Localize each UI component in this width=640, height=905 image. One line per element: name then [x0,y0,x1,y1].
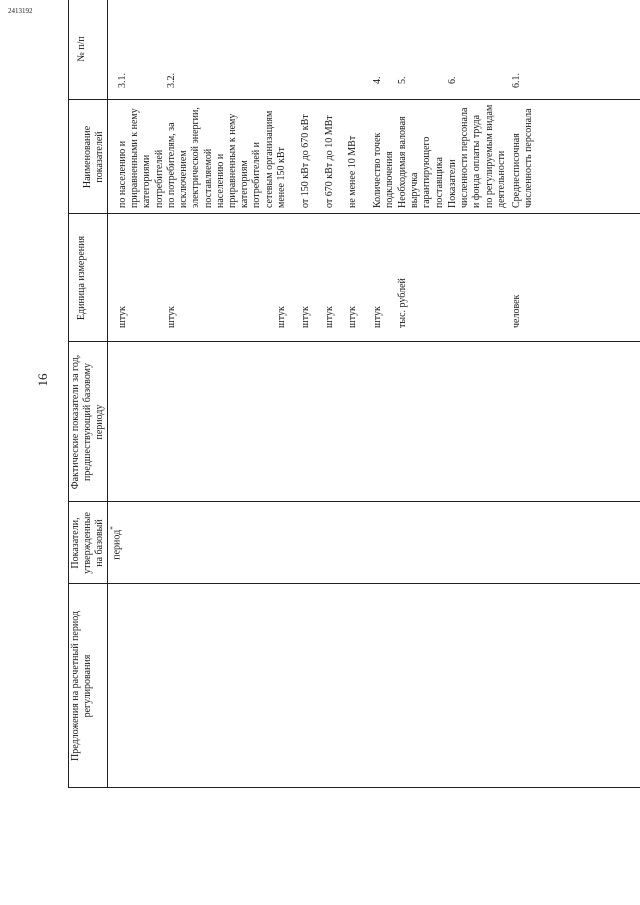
row-3-1-name: по населению и приравненными к нему категориями потребителей [117,108,165,208]
row-3-1-unit: штук [117,306,128,328]
row-6-1-unit: человек [511,294,522,328]
document-number: 2413192 [8,7,33,15]
header-name: Наименование показателей [82,125,106,189]
row-150-670-unit: штук [300,306,311,328]
row-3-2-num: 3.2. [166,73,177,88]
col-divider-6 [68,99,640,100]
row-6-num: 6. [447,76,458,84]
col-divider-1 [68,787,640,788]
header-actual: Фактические показатели за год, предшествующий базовому периоду [70,354,106,490]
row-ge10-name: не менее 10 МВт [347,135,358,208]
header-bottom-border [107,0,108,788]
row-3-2-name: по потребителям, за исключением электрической энергии, поставляемой населению и приравненным к нему категориям потребителей и сетевым организациям [166,107,275,208]
header-num: № п/п [76,36,87,62]
row-ge10-unit: штук [347,306,358,328]
row-lt150-name: менее 150 кВт [276,147,287,208]
row-670-10-name: от 670 кВт до 10 МВт [324,115,335,208]
col-divider-2 [68,583,640,584]
row-5-num: 5. [397,76,408,84]
header-unit: Единица измерения [76,235,87,321]
row-4-name: Количество точек подключения [372,132,396,208]
page-number: 16 [35,373,50,387]
col-divider-5 [68,213,640,214]
row-5-name: Необходимая валовая выручка гарантирующего поставщика [397,116,445,208]
row-670-10-unit: штук [324,306,335,328]
row-3-2-unit: штук [166,306,177,328]
row-6-name: Показатели численности персонала и фонда оплаты труда по регулируемым видам деятельности [447,104,507,208]
table-top-border [68,0,69,788]
row-6-1-num: 6.1. [511,73,522,88]
header-approved-text: Показатели, утвержденные на базовый период [70,512,122,574]
header-approved [70,506,123,580]
row-150-670-name: от 150 кВт до 670 кВт [300,114,311,208]
col-divider-3 [68,501,640,502]
row-4-num: 4. [372,76,383,84]
header-proposals: Предложения на расчетный период регулирования [70,610,94,762]
row-6-1-name: Среднесписочная численность персонала [511,108,535,208]
row-4-unit: штук [372,306,383,328]
header-approved-mark: * [108,526,117,530]
row-lt150-unit: штук [276,306,287,328]
row-5-unit: тыс. рублей [397,278,408,328]
col-divider-4 [68,341,640,342]
row-3-1-num: 3.1. [117,73,128,88]
